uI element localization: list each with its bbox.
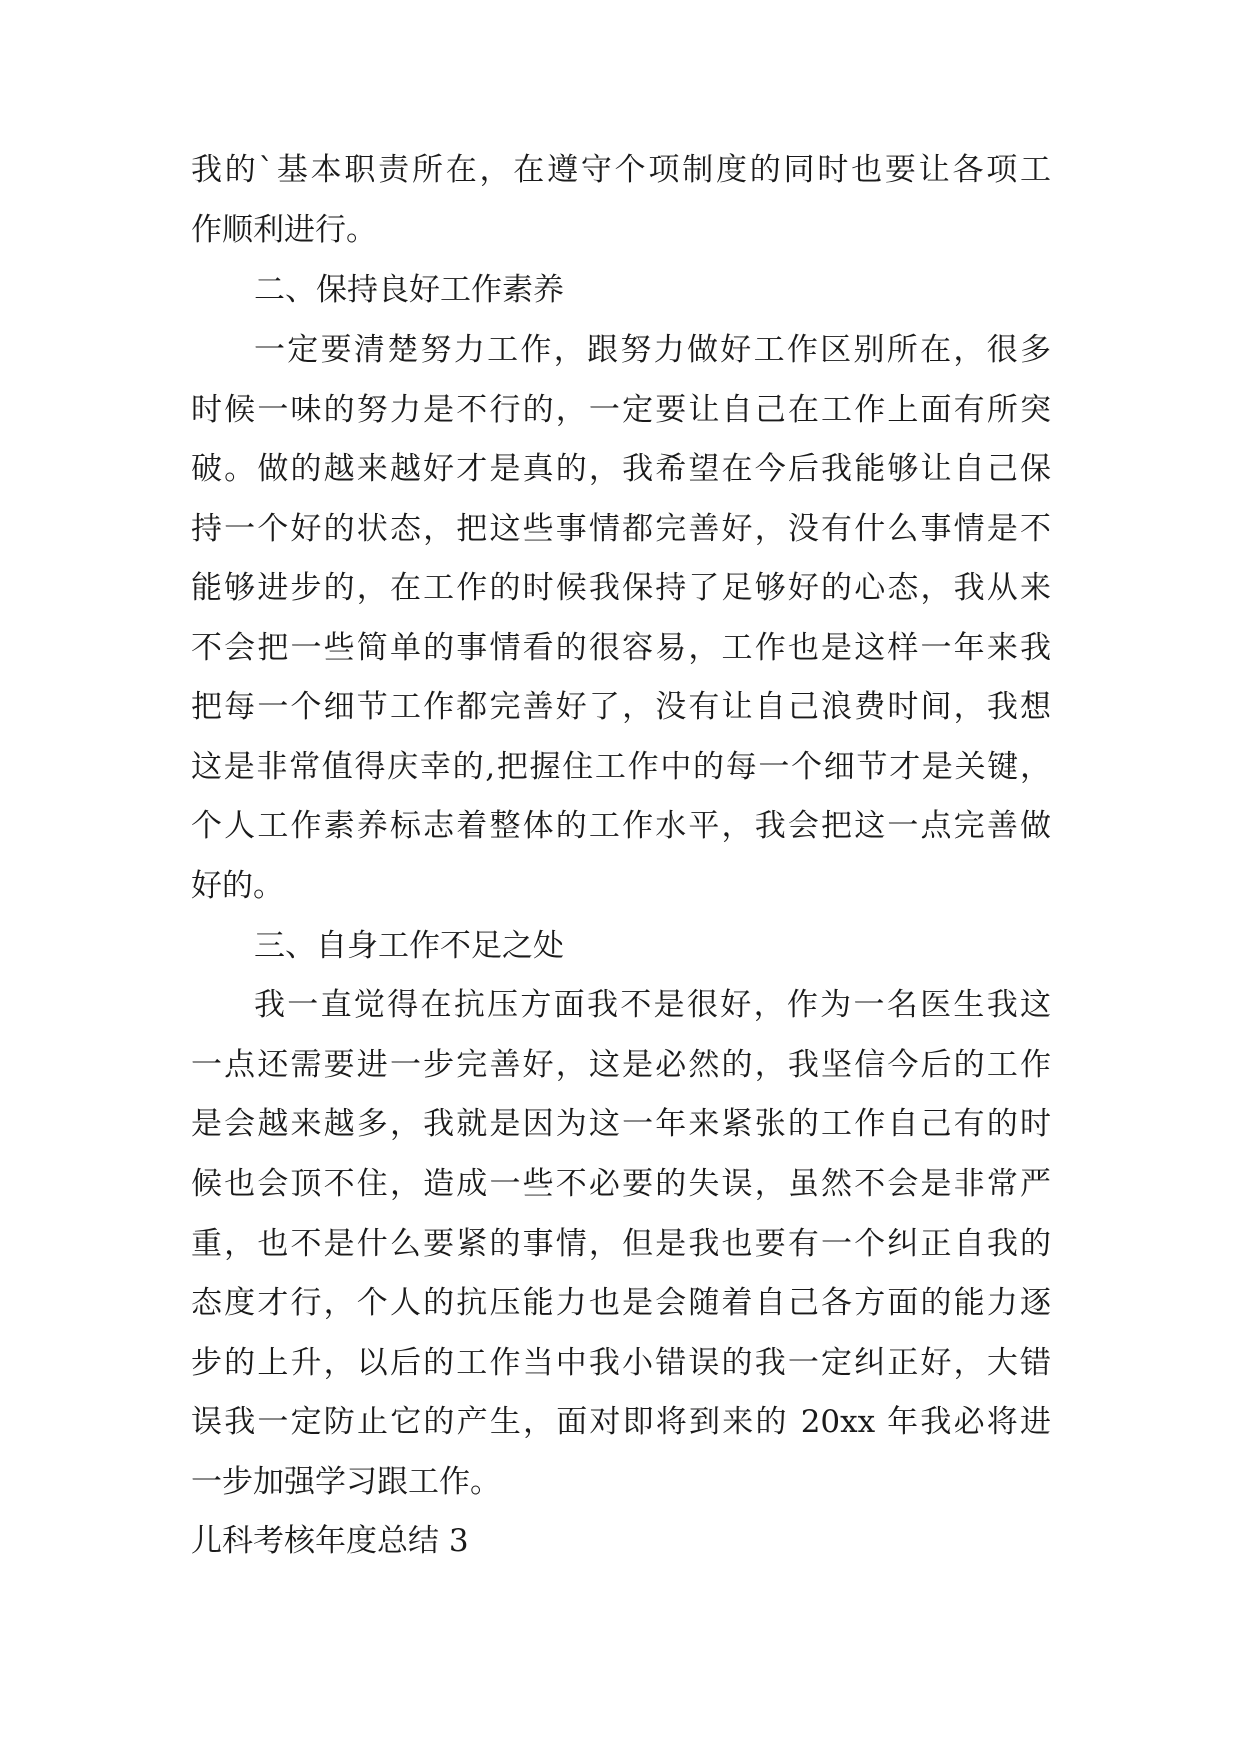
body-text-line: 我的`基本职责所在，在遵守个项制度的同时也要让各项工 (191, 152, 1051, 188)
body-text-line: 持一个好的状态，把这些事情都完善好，没有什么事情是不 (191, 511, 1051, 547)
body-text-line: 作顺利进行。 (191, 212, 377, 248)
body-text-line: 能够进步的，在工作的时候我保持了足够好的心态，我从来 (191, 570, 1051, 606)
body-text-line: 重，也不是什么要紧的事情，但是我也要有一个纠正自我的 (191, 1226, 1051, 1262)
section-heading: 二、保持良好工作素养 (254, 272, 564, 308)
body-text-line: 把每一个细节工作都完善好了，没有让自己浪费时间，我想 (191, 689, 1051, 725)
body-text-line: 不会把一些简单的事情看的很容易，工作也是这样一年来我 (191, 630, 1051, 666)
body-text-line: 个人工作素养标志着整体的工作水平，我会把这一点完善做 (191, 808, 1051, 844)
body-text-line: 一定要清楚努力工作，跟努力做好工作区别所在，很多 (254, 332, 1051, 368)
body-text-line: 好的。 (191, 868, 284, 904)
body-text-line: 态度才行，个人的抗压能力也是会随着自己各方面的能力逐 (191, 1285, 1051, 1321)
document-title: 儿科考核年度总结 3 (191, 1523, 469, 1559)
body-text-line: 误我一定防止它的产生，面对即将到来的 20xx 年我必将进 (191, 1404, 1051, 1440)
body-text-line: 一点还需要进一步完善好，这是必然的，我坚信今后的工作 (191, 1047, 1051, 1083)
body-text-line: 是会越来越多，我就是因为这一年来紧张的工作自己有的时 (191, 1106, 1051, 1142)
section-heading: 三、自身工作不足之处 (254, 928, 564, 964)
body-text-line: 步的上升，以后的工作当中我小错误的我一定纠正好，大错 (191, 1345, 1051, 1381)
body-text-line: 破。做的越来越好才是真的，我希望在今后我能够让自己保 (191, 451, 1051, 487)
body-text-line: 一步加强学习跟工作。 (191, 1464, 501, 1500)
body-text-line: 这是非常值得庆幸的,把握住工作中的每一个细节才是关键， (191, 749, 1051, 785)
body-text-line: 时候一味的努力是不行的，一定要让自己在工作上面有所突 (191, 392, 1051, 428)
body-text-line: 候也会顶不住，造成一些不必要的失误，虽然不会是非常严 (191, 1166, 1051, 1202)
body-text-line: 我一直觉得在抗压方面我不是很好，作为一名医生我这 (254, 987, 1051, 1023)
